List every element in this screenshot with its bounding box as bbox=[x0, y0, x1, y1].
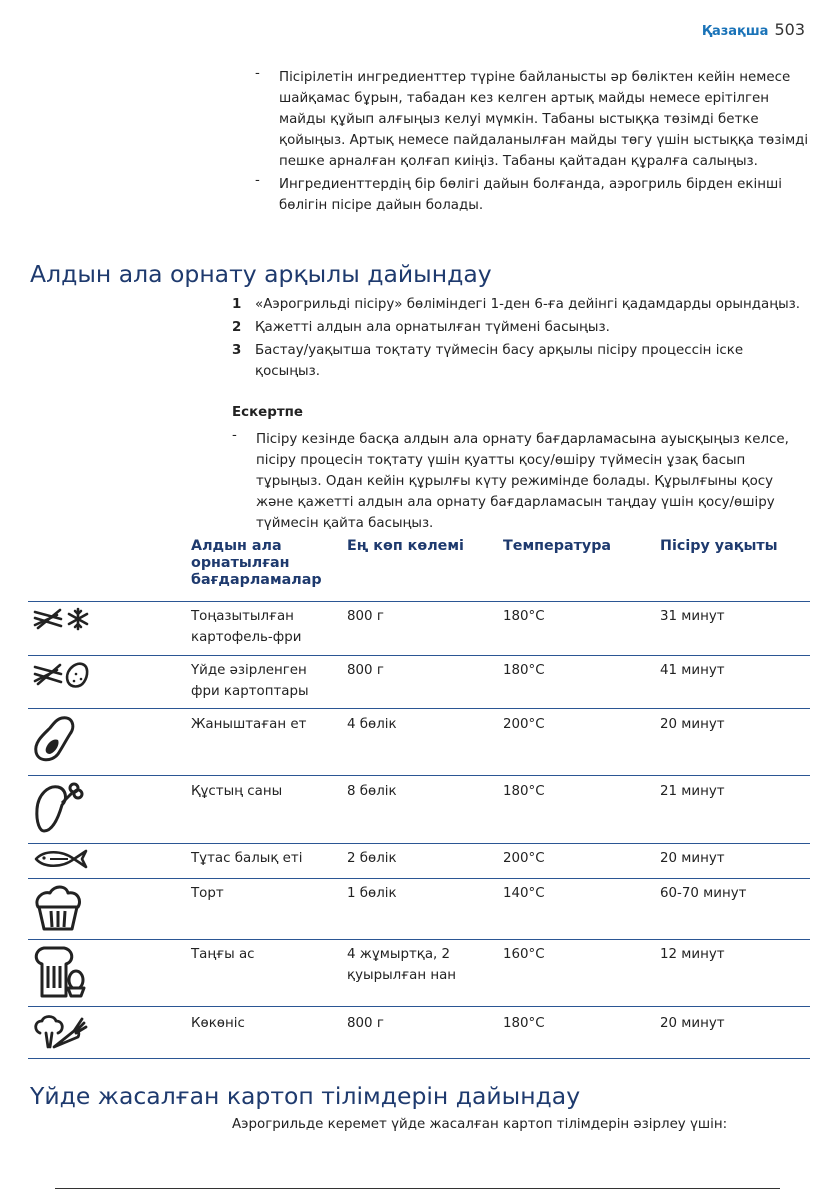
cook-time: 12 минут bbox=[660, 947, 725, 962]
cook-time: 20 минут bbox=[660, 851, 725, 866]
max-amount: 800 г bbox=[347, 663, 384, 678]
table-divider bbox=[28, 843, 810, 844]
step-item bbox=[232, 340, 812, 382]
program-name: Көкөніс bbox=[191, 1016, 245, 1031]
program-name: Тоңазытылған картофель-фри bbox=[191, 609, 302, 645]
program-name: Жаныштаған ет bbox=[191, 717, 307, 732]
step-text: Қажетті алдын ала орнатылған түймені басыңыз. bbox=[255, 320, 610, 335]
cook-time: 60-70 минут bbox=[660, 886, 747, 901]
temperature: 180°C bbox=[503, 784, 545, 799]
cook-time: 20 минут bbox=[660, 717, 725, 732]
table-divider bbox=[28, 655, 810, 656]
cook-time: 21 минут bbox=[660, 784, 725, 799]
col-header-temp: Температура bbox=[503, 538, 612, 554]
program-name: Таңғы ас bbox=[191, 947, 255, 962]
note-title: Ескертпе bbox=[232, 405, 303, 420]
table-divider bbox=[28, 939, 810, 940]
homemade-fries-icon bbox=[32, 660, 92, 690]
step-number: 1 bbox=[232, 297, 242, 312]
max-amount: 2 бөлік bbox=[347, 851, 397, 866]
step-item bbox=[232, 317, 812, 338]
language-label: Қазақша bbox=[701, 24, 769, 39]
max-amount: 8 бөлік bbox=[347, 784, 397, 799]
drumstick-icon bbox=[32, 781, 84, 837]
cook-time: 31 минут bbox=[660, 609, 725, 624]
step-number: 3 bbox=[232, 343, 242, 358]
table-divider bbox=[28, 878, 810, 879]
section-title-presets: Алдын ала орнату арқылы дайындау bbox=[30, 260, 492, 288]
meat-icon bbox=[32, 714, 78, 764]
page-header bbox=[702, 20, 805, 39]
table-divider bbox=[28, 775, 810, 776]
program-name: Тұтас балық еті bbox=[191, 851, 303, 866]
table-divider bbox=[28, 1058, 810, 1059]
temperature: 160°C bbox=[503, 947, 545, 962]
section-title-homemade-fries: Үйде жасалған картоп тілімдерін дайындау bbox=[30, 1082, 581, 1110]
note-text: - Пісіру кезінде басқа алдын ала орнату бағдарламасына ауысқыңыз келсе, пісіру процесін тоқтату үшін қуатты қосу/өшіру түймесін ұзақ басып тұрыңыз. Одан кейін құрылғы күту режимінде болады. Құрылғыны қосу және қажетті алдын ала орнату бағдарламасын таңдау үшін қосу/өшіру түймесін қайта басыңыз. bbox=[232, 429, 814, 534]
breakfast-icon bbox=[32, 944, 88, 1000]
section-intro: Аэрогрильде керемет үйде жасалған картоп тілімдерін әзірлеу үшін: bbox=[232, 1117, 728, 1132]
table-divider bbox=[28, 601, 810, 602]
footer-divider bbox=[55, 1188, 780, 1189]
bullet-item: - Ингредиенттердің бір бөлігі дайын болғанда, аэрогриль бірден екінші бөлігін пісіре дайын болады. bbox=[255, 174, 815, 216]
max-amount: 4 жұмыртқа, 2 қуырылған нан bbox=[347, 947, 457, 983]
fish-icon bbox=[32, 848, 90, 870]
table-divider bbox=[28, 708, 810, 709]
col-header-program: Алдын ала орнатылған бағдарламалар bbox=[191, 538, 322, 588]
temperature: 140°C bbox=[503, 886, 545, 901]
program-name: Құстың саны bbox=[191, 784, 283, 799]
step-item bbox=[232, 294, 812, 315]
step-list bbox=[232, 294, 812, 384]
cook-time: 20 минут bbox=[660, 1016, 725, 1031]
step-text: Бастау/уақытша тоқтату түймесін басу арқылы пісіру процессін іске қосыңыз. bbox=[255, 343, 744, 379]
max-amount: 800 г bbox=[347, 609, 384, 624]
step-number: 2 bbox=[232, 320, 242, 335]
bullet-item: - Пісірілетін ингредиенттер түріне байланысты әр бөліктен кейін немесе шайқамас бұрын, табадан кез келген артық майды немесе ерітілген майды құйып алғыңыз келуі мүмкін. Табаны ыстыққа төзімді бетке қойыңыз. Артық немесе пайдаланылған майды төгу үшін ыстыққа төзімді пешке арналған қолғап киіңіз. Табаны қайтадан құралға салыңыз. bbox=[255, 67, 815, 172]
max-amount: 4 бөлік bbox=[347, 717, 397, 732]
muffin-icon bbox=[32, 883, 84, 933]
step-text: «Аэрогрильді пісіру» бөліміндегі 1-ден 6-ға дейінгі қадамдарды орындаңыз. bbox=[255, 297, 801, 312]
frozen-fries-icon bbox=[32, 606, 92, 632]
col-header-time: Пісіру уақыты bbox=[660, 538, 778, 554]
col-header-amount: Ең көп көлемі bbox=[347, 538, 464, 554]
max-amount: 1 бөлік bbox=[347, 886, 397, 901]
temperature: 200°C bbox=[503, 851, 545, 866]
temperature: 180°C bbox=[503, 1016, 545, 1031]
program-name: Үйде әзірленген фри картоптары bbox=[191, 663, 309, 699]
page-number: 503 bbox=[774, 20, 805, 39]
max-amount: 800 г bbox=[347, 1016, 384, 1031]
temperature: 180°C bbox=[503, 663, 545, 678]
temperature: 200°C bbox=[503, 717, 545, 732]
temperature: 180°C bbox=[503, 609, 545, 624]
table-divider bbox=[28, 1006, 810, 1007]
top-bullet-list bbox=[255, 67, 815, 218]
vegetables-icon bbox=[32, 1013, 88, 1051]
cook-time: 41 минут bbox=[660, 663, 725, 678]
program-name: Торт bbox=[191, 886, 224, 901]
